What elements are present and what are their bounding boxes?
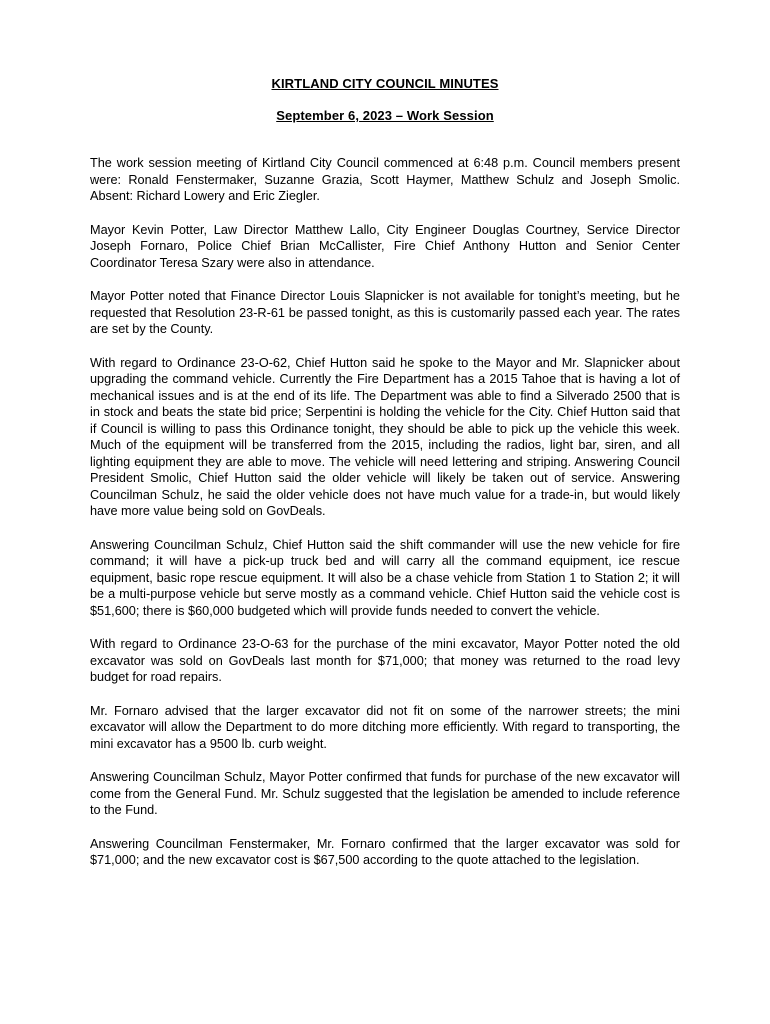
paragraph-attendance: The work session meeting of Kirtland City Council commenced at 6:48 p.m. Council members present were: Ronald Fenstermaker, Suzanne Grazia, Scott Haymer, Matthew Schulz and Joseph Smolic. Absent: Richard Lowery and Eric Ziegler. <box>90 156 680 203</box>
paragraph-excavator-cost: Answering Councilman Fenstermaker, Mr. Fornaro confirmed that the larger excavator was sold for $71,000; and the new excavator cost is $67,500 according to the quote attached to the legislation. <box>90 836 680 867</box>
paragraph-excavator-funds: Answering Councilman Schulz, Mayor Potter confirmed that funds for purchase of the new excavator will come from the General Fund. Mr. Schulz suggested that the legislation be amended to include reference to the Fund. <box>90 770 680 817</box>
paragraph-ordinance-63: With regard to Ordinance 23-O-63 for the purchase of the mini excavator, Mayor Potter noted the old excavator was sold on GovDeals last month for $71,000; that money was returned to the road levy budget for road repairs. <box>90 637 680 684</box>
paragraph-ordinance-62: With regard to Ordinance 23-O-62, Chief Hutton said he spoke to the Mayor and Mr. Slapnicker about upgrading the command vehicle. Currently the Fire Department has a 2015 Tahoe that is having a lot of mechanical issues and is at the end of its life. The Department was able to find a Silverado 2500 that is in stock and beats the state bid price; Serpentini is holding the vehicle for the City. Chief Hutton said that if Council is willing to pass this Ordinance tonight, they should be able to pick up the vehicle this week. Much of the equipment will be transferred from the 2015, including the radios, light bar, siren, and all lighting equipment they are able to move. The vehicle will need lettering and striping. Answering Council President Smolic, Chief Hutton said the older vehicle will likely be taken out of service. Answering Councilman Schulz, he said the older vehicle does not have much value for a trade-in, but would likely have more value being sold on GovDeals. <box>90 355 680 518</box>
document-subtitle: September 6, 2023 – Work Session <box>276 108 494 123</box>
paragraph-command-vehicle: Answering Councilman Schulz, Chief Hutton said the shift commander will use the new vehicle for fire command; it will have a pick-up truck bed and will carry all the command equipment, ice rescue equipment, basic rope rescue equipment. It will also be a chase vehicle from Station 1 to Station 2; it will be a multi-purpose vehicle but serve mostly as a command vehicle. Chief Hutton said the vehicle cost is $51,600; there is $60,000 budgeted which will provide funds needed to convert the vehicle. <box>90 537 680 618</box>
paragraph-excavator-fit: Mr. Fornaro advised that the larger excavator did not fit on some of the narrower streets; the mini excavator will allow the Department to do more ditching more efficiently. With regard to transporting, the mini excavator has a 9500 lb. curb weight. <box>90 703 680 751</box>
paragraph-officials: Mayor Kevin Potter, Law Director Matthew Lallo, City Engineer Douglas Courtney, Service Director Joseph Fornaro, Police Chief Brian McCallister, Fire Chief Anthony Hutton and Senior Center Coordinator Teresa Szary were also in attendance. <box>90 222 680 270</box>
minutes-body <box>90 155 680 886</box>
document-title: KIRTLAND CITY COUNCIL MINUTES <box>271 76 499 91</box>
paragraph-resolution: Mayor Potter noted that Finance Director Louis Slapnicker is not available for tonight’s meeting, but he requested that Resolution 23-R-61 be passed tonight, as this is customarily passed each year. The rates are set by the County. <box>90 289 680 336</box>
